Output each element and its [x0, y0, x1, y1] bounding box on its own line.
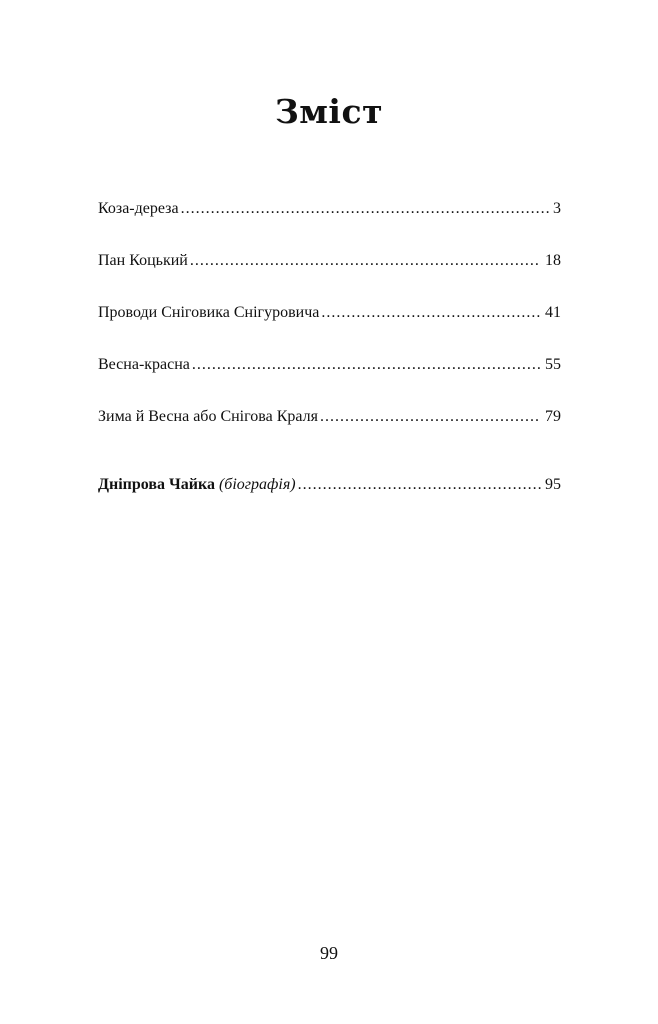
toc-entry-page: 55	[545, 356, 561, 373]
dot-leader	[192, 354, 541, 376]
page-number: 99	[320, 943, 338, 963]
toc-entry-page: 95	[545, 476, 561, 493]
toc-entry-title: Пан Коцький	[98, 252, 188, 269]
biography-note: (біографія)	[218, 476, 296, 493]
dot-leader	[190, 250, 541, 272]
toc-entry[interactable]	[98, 406, 561, 428]
toc-entry-title: Весна-красна	[98, 356, 190, 373]
toc-entry[interactable]	[98, 354, 561, 376]
toc-entry-page: 41	[545, 304, 561, 321]
toc-entry-page: 79	[545, 408, 561, 425]
page-title: Зміст	[274, 92, 384, 131]
dot-leader	[181, 198, 549, 220]
toc-entry-title: Зима й Весна або Снігова Краля	[98, 408, 318, 425]
table-of-contents	[98, 198, 561, 526]
toc-entry-page: 3	[553, 200, 561, 217]
toc-entry[interactable]	[98, 250, 561, 272]
dot-leader	[321, 302, 541, 324]
toc-entry[interactable]	[98, 198, 561, 220]
toc-entry-title: Коза-дереза	[98, 200, 179, 217]
toc-entry-page: 18	[545, 252, 561, 269]
biography-author-name: Дніпрова Чайка	[98, 476, 215, 493]
toc-entry-title: Проводи Сніговика Снігуровича	[98, 304, 320, 321]
dot-leader	[320, 406, 541, 428]
toc-entry-title	[98, 474, 298, 496]
dot-leader	[298, 474, 541, 496]
toc-entry-biography[interactable]	[98, 474, 561, 496]
toc-entry[interactable]	[98, 302, 561, 324]
